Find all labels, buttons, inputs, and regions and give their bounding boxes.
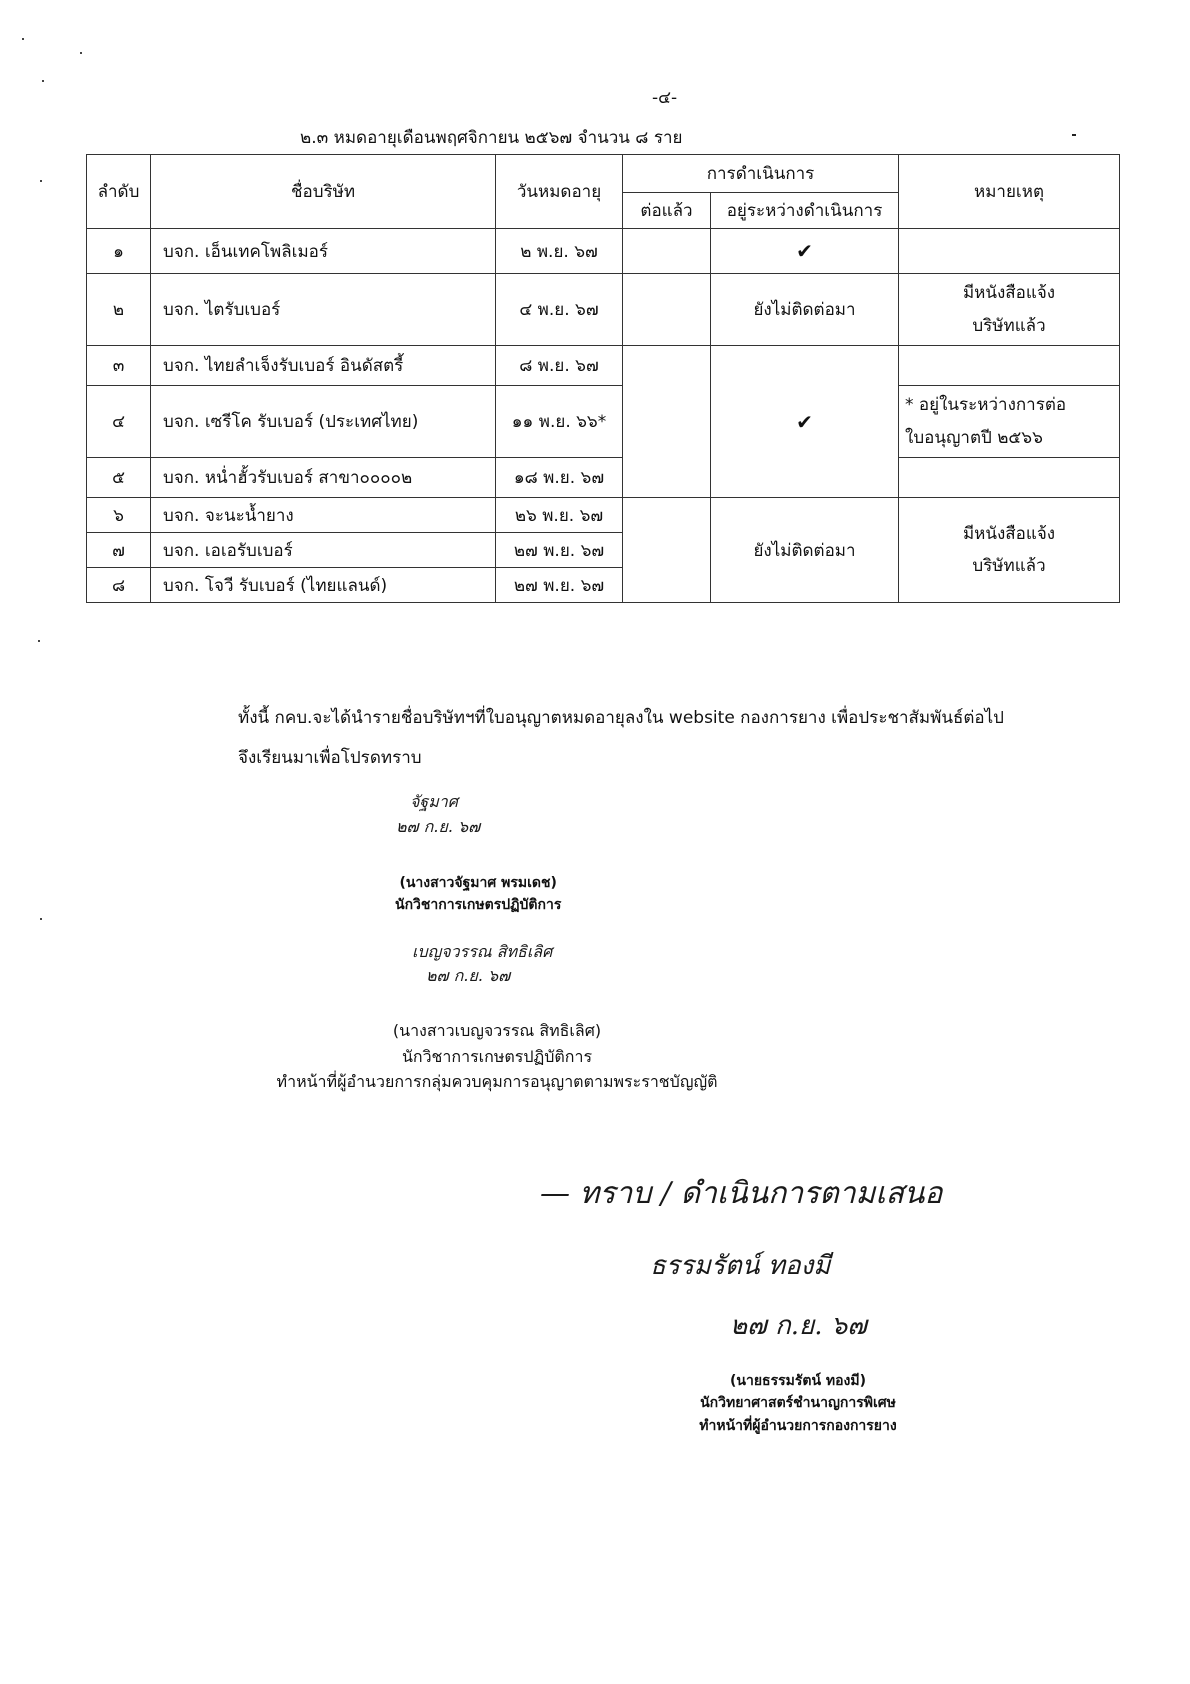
- signature-2-date: ๒๗ ก.ย. ๖๗: [426, 966, 511, 985]
- remark-renewal-line1: * อยู่ในระหว่างการต่อ: [905, 395, 1067, 416]
- row-expiry: ๘ พ.ย. ๖๗: [496, 346, 623, 386]
- row-expiry: ๑๘ พ.ย. ๖๗: [496, 458, 623, 498]
- row-company: บจก. หน่ำฮั้วรับเบอร์ สาขา๐๐๐๐๒: [151, 458, 496, 498]
- check-mark-icon: ✔: [711, 346, 899, 498]
- check-mark-icon: ✔: [711, 229, 899, 274]
- row-expiry: ๑๑ พ.ย. ๖๖*: [496, 386, 623, 458]
- row-no: ๖: [87, 498, 151, 533]
- table-row: [87, 229, 1120, 274]
- scan-speck: [42, 80, 44, 82]
- scan-mark: [1072, 134, 1076, 136]
- signer-3-block: [688, 1370, 908, 1437]
- row-company: บจก. จะนะน้ำยาง: [151, 498, 496, 533]
- row-expiry: ๔ พ.ย. ๖๗: [496, 274, 623, 346]
- row-expiry: ๒ พ.ย. ๖๗: [496, 229, 623, 274]
- table-row: [87, 346, 1120, 386]
- header-in-progress: อยู่ระหว่างดำเนินการ: [711, 193, 899, 229]
- row-company: บจก. เซรีโค รับเบอร์ (ประเทศไทย): [151, 386, 496, 458]
- row-renewed: [623, 498, 711, 603]
- row-company: บจก. เอ็นเทคโพลิเมอร์: [151, 229, 496, 274]
- table-row: [87, 386, 1120, 458]
- scan-speck: [40, 180, 42, 182]
- header-renewed: ต่อแล้ว: [623, 193, 711, 229]
- row-no: ๔: [87, 386, 151, 458]
- signature-3: ธรรมรัตน์ ทองมี: [650, 1251, 831, 1281]
- row-company: บจก. ไตรับเบอร์: [151, 274, 496, 346]
- remark-notified-line1: มีหนังสือแจ้ง: [962, 283, 1056, 304]
- remark-notified-line2: บริษัทแล้ว: [972, 315, 1046, 336]
- row-renewed: [623, 274, 711, 346]
- closing-text: ทั้งนี้ กคบ.จะได้นำรายชื่อบริษัทฯที่ใบอนุญาตหมดอายุลงใน website กองการยาง เพื่อประชาสัมพันธ์ต่อไป: [238, 708, 1004, 728]
- remark-notified-line2: บริษัทแล้ว: [972, 556, 1046, 576]
- row-expiry: ๒๗ พ.ย. ๖๗: [496, 568, 623, 603]
- signature-1: จัฐมาศ: [410, 792, 458, 811]
- signature-2: เบญจวรรณ สิทธิเลิศ: [412, 942, 553, 961]
- page-number: -๔-: [652, 88, 678, 108]
- signer-3-acting: ทำหน้าที่ผู้อำนวยการกองการยาง: [699, 1417, 897, 1434]
- scan-speck: [38, 640, 40, 642]
- row-expiry: ๒๗ พ.ย. ๖๗: [496, 533, 623, 568]
- signer-1-name: (นางสาวจัฐมาศ พรมเดช): [399, 875, 557, 891]
- signer-1-position: นักวิชาการเกษตรปฏิบัติการ: [395, 897, 562, 914]
- signature-1-date: ๒๗ ก.ย. ๖๗: [396, 817, 481, 836]
- row-company: บจก. โจวี รับเบอร์ (ไทยแลนด์): [151, 568, 496, 603]
- row-remark: [899, 498, 1120, 603]
- section-heading: ๒.๓ หมดอายุเดือนพฤศจิกายน ๒๕๖๗ จำนวน ๘ ราย: [300, 128, 683, 148]
- header-action: การดำเนินการ: [623, 155, 899, 193]
- row-expiry: ๒๖ พ.ย. ๖๗: [496, 498, 623, 533]
- scan-speck: [80, 52, 82, 54]
- row-no: ๑: [87, 229, 151, 274]
- row-renewed: [623, 346, 711, 498]
- signer-3-name: (นายธรรมรัตน์ ทองมี): [729, 1373, 866, 1389]
- row-remark: [899, 274, 1120, 346]
- header-company: ชื่อบริษัท: [151, 155, 496, 229]
- signer-1-block: [395, 872, 561, 917]
- header-expiry: วันหมดอายุ: [496, 155, 623, 229]
- row-no: ๒: [87, 274, 151, 346]
- row-no: ๗: [87, 533, 151, 568]
- row-no: ๓: [87, 346, 151, 386]
- remark-renewal-line2: ใบอนุญาตปี ๒๕๖๖: [905, 427, 1043, 448]
- signer-2-position: นักวิชาการเกษตรปฏิบัติการ: [401, 1046, 593, 1066]
- row-remark: [899, 229, 1120, 274]
- signature-3-date: ๒๗ ก.ย. ๖๗: [730, 1311, 867, 1341]
- row-remark: [899, 458, 1120, 498]
- row-remark: [899, 346, 1120, 386]
- license-expiry-table: [86, 154, 1120, 603]
- signer-2-acting: ทำหน้าที่ผู้อำนวยการกลุ่มควบคุมการอนุญาตตามพระราชบัญญัติ: [276, 1072, 718, 1092]
- remark-notified-line1: มีหนังสือแจ้ง: [962, 523, 1056, 544]
- header-no: ลำดับ: [87, 155, 151, 229]
- row-renewed: [623, 229, 711, 274]
- handwritten-note: — ทราบ / ดำเนินการตามเสนอ: [540, 1176, 943, 1211]
- row-no: ๕: [87, 458, 151, 498]
- scan-speck: [40, 918, 42, 920]
- row-company: บจก. เอเอรับเบอร์: [151, 533, 496, 568]
- row-remark: [899, 386, 1120, 458]
- signer-2-name: (นางสาวเบญจวรรณ สิทธิเลิศ): [392, 1021, 602, 1040]
- table-row: [87, 458, 1120, 498]
- closing-request: จึงเรียนมาเพื่อโปรดทราบ: [238, 748, 422, 768]
- signer-3-position: นักวิทยาศาสตร์ชำนาญการพิเศษ: [700, 1395, 896, 1412]
- signer-2-block: [272, 1018, 722, 1095]
- row-company: บจก. ไทยลำเจ็งรับเบอร์ อินดัสตรี้: [151, 346, 496, 386]
- scan-speck: [22, 38, 24, 40]
- status-not-contacted: ยังไม่ติดต่อมา: [711, 498, 899, 603]
- status-not-contacted: ยังไม่ติดต่อมา: [711, 274, 899, 346]
- table-row: [87, 498, 1120, 533]
- table-row: [87, 274, 1120, 346]
- header-remark: หมายเหตุ: [899, 155, 1120, 229]
- row-no: ๘: [87, 568, 151, 603]
